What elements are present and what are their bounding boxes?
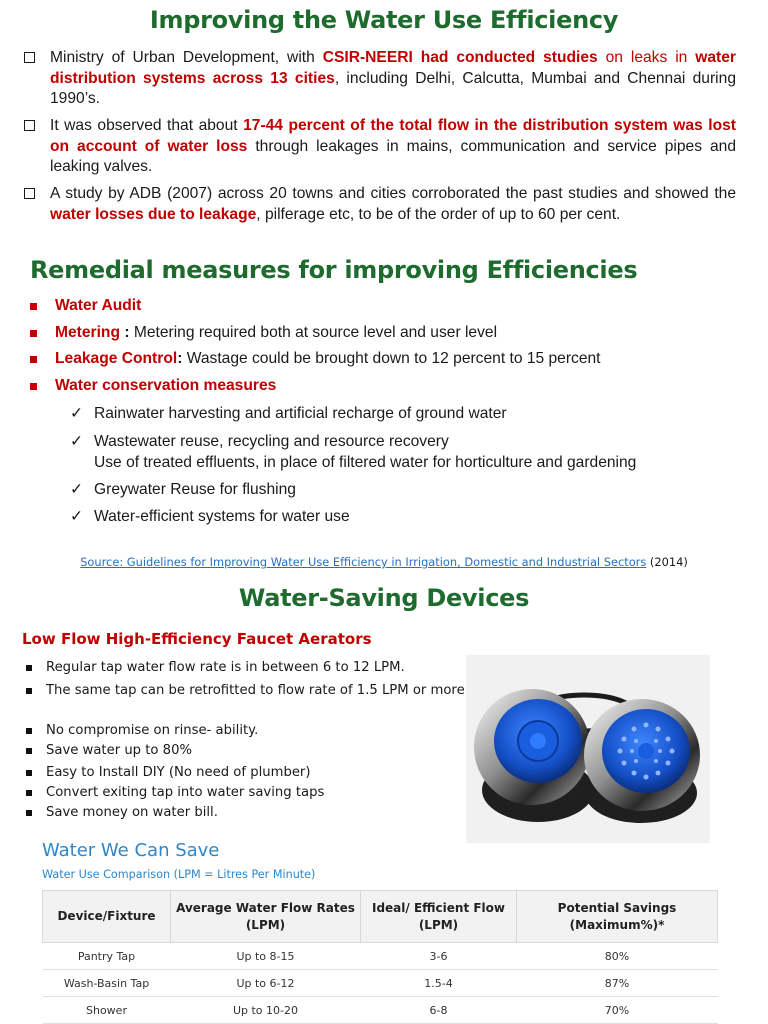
checkmark-icon: ✓ <box>70 405 84 422</box>
conservation-item: ✓ Water-efficient systems for water use <box>70 508 350 525</box>
bullet-dot-icon <box>26 665 32 671</box>
checkmark-icon: ✓ <box>70 508 84 525</box>
table-cell: Shower <box>43 997 171 1024</box>
table-row <box>43 943 718 970</box>
paragraph-text: A study by ADB (2007) across 20 towns and cities corroborated the past studies and showed the water losses due to leakage, pilferage etc, to be of the order of up to 60 per cent. <box>50 185 736 223</box>
column-header: Potential Savings (Maximum%)* <box>517 891 718 943</box>
table-cell: Up to 6-12 <box>171 970 361 997</box>
faucet-aerators-heading: Low Flow High-Efficiency Faucet Aerators <box>22 630 372 648</box>
paragraph-adb-study <box>24 184 736 225</box>
measure-label: Water Audit <box>55 297 142 314</box>
conservation-item: ✓ Wastewater reuse, recycling and resource recovery Use of treated effluents, in place of filtered water for horticulture and gardening <box>70 433 637 471</box>
page-title: Improving the Water Use Efficiency <box>149 6 619 34</box>
measure-text: Metering required both at source level and user level <box>133 324 498 341</box>
source-year: (2014) <box>646 555 688 569</box>
checkbox-bullet-icon <box>24 120 35 131</box>
faucet-bullet: Regular tap water flow rate is in between 6 to 12 LPM. <box>26 658 456 678</box>
remedial-heading: Remedial measures for improving Efficiencies <box>30 256 638 284</box>
measure-label: Water conservation measures <box>55 377 277 394</box>
paragraph-flow-loss <box>24 116 736 178</box>
table-cell: 80% <box>517 943 718 970</box>
paragraph-text: It was observed that about 17-44 percent of the total flow in the distribution system was lost on account of water loss through leakages in mains, communication and service pipes and leaking valves. <box>50 117 736 175</box>
paragraph-urban-development <box>24 48 736 110</box>
water-use-comparison-table <box>42 890 718 1024</box>
column-header: Ideal/ Efficient Flow (LPM) <box>361 891 517 943</box>
bullet-dot-icon <box>26 790 32 796</box>
table-row <box>43 997 718 1024</box>
faucet-aerator-illustration <box>466 655 710 843</box>
devices-heading: Water-Saving Devices <box>238 584 530 612</box>
measure-metering: Metering : Metering required both at source level and user level <box>30 324 497 342</box>
measure-label: Leakage Control <box>55 350 178 367</box>
bullet-dot-icon <box>26 810 32 816</box>
bullet-dot-icon <box>26 728 32 734</box>
table-cell: Up to 8-15 <box>171 943 361 970</box>
square-bullet-icon <box>30 383 37 390</box>
table-cell: 1.5-4 <box>361 970 517 997</box>
water-we-can-save-title: Water We Can Save <box>42 840 220 861</box>
water-use-comparison-subtitle: Water Use Comparison (LPM = Litres Per Minute) <box>42 868 316 881</box>
column-header: Average Water Flow Rates (LPM) <box>171 891 361 943</box>
measure-water-conservation <box>30 377 276 395</box>
measure-water-audit <box>30 297 141 315</box>
faucet-bullet: Save money on water bill. <box>26 803 456 823</box>
paragraph-text: Ministry of Urban Development, with CSIR-NEERI had conducted studies on leaks in water distribution systems across 13 cities, including Delhi, Calcutta, Mumbai and Chennai during 1990’s. <box>50 49 736 107</box>
square-bullet-icon <box>30 303 37 310</box>
table-cell: Pantry Tap <box>43 943 171 970</box>
square-bullet-icon <box>30 356 37 363</box>
source-link[interactable]: Source: Guidelines for Improving Water Use Efficiency in Irrigation, Domestic and Industrial Sectors <box>80 555 647 569</box>
faucet-bullet: Easy to Install DIY (No need of plumber) <box>26 763 456 783</box>
source-citation <box>0 555 768 569</box>
faucet-bullet: No compromise on rinse- ability. <box>26 721 456 741</box>
table-cell: 87% <box>517 970 718 997</box>
checkmark-icon: ✓ <box>70 433 84 450</box>
faucet-aerator-image <box>466 655 710 843</box>
column-header: Device/Fixture <box>43 891 171 943</box>
measure-leakage-control: Leakage Control: Wastage could be brought down to 12 percent to 15 percent <box>30 350 601 368</box>
table-cell: 6-8 <box>361 997 517 1024</box>
square-bullet-icon <box>30 330 37 337</box>
bullet-dot-icon <box>26 748 32 754</box>
faucet-bullet: The same tap can be retrofitted to flow rate of 1.5 LPM or more <box>26 681 466 701</box>
checkmark-icon: ✓ <box>70 481 84 498</box>
table-cell: 70% <box>517 997 718 1024</box>
bullet-dot-icon <box>26 688 32 694</box>
faucet-bullet: Save water up to 80% <box>26 741 456 761</box>
checkbox-bullet-icon <box>24 52 35 63</box>
measure-label: Metering <box>55 324 120 341</box>
conservation-item: ✓ Rainwater harvesting and artificial recharge of ground water <box>70 405 507 422</box>
table-cell: 3-6 <box>361 943 517 970</box>
table-row <box>43 970 718 997</box>
measure-text: Wastage could be brought down to 12 percent to 15 percent <box>186 350 601 367</box>
checkbox-bullet-icon <box>24 188 35 199</box>
table-header-row <box>43 891 718 943</box>
table-cell: Up to 10-20 <box>171 997 361 1024</box>
conservation-item: ✓ Greywater Reuse for flushing <box>70 481 296 498</box>
bullet-dot-icon <box>26 770 32 776</box>
table-cell: Wash-Basin Tap <box>43 970 171 997</box>
faucet-bullet: Convert exiting tap into water saving taps <box>26 783 456 803</box>
